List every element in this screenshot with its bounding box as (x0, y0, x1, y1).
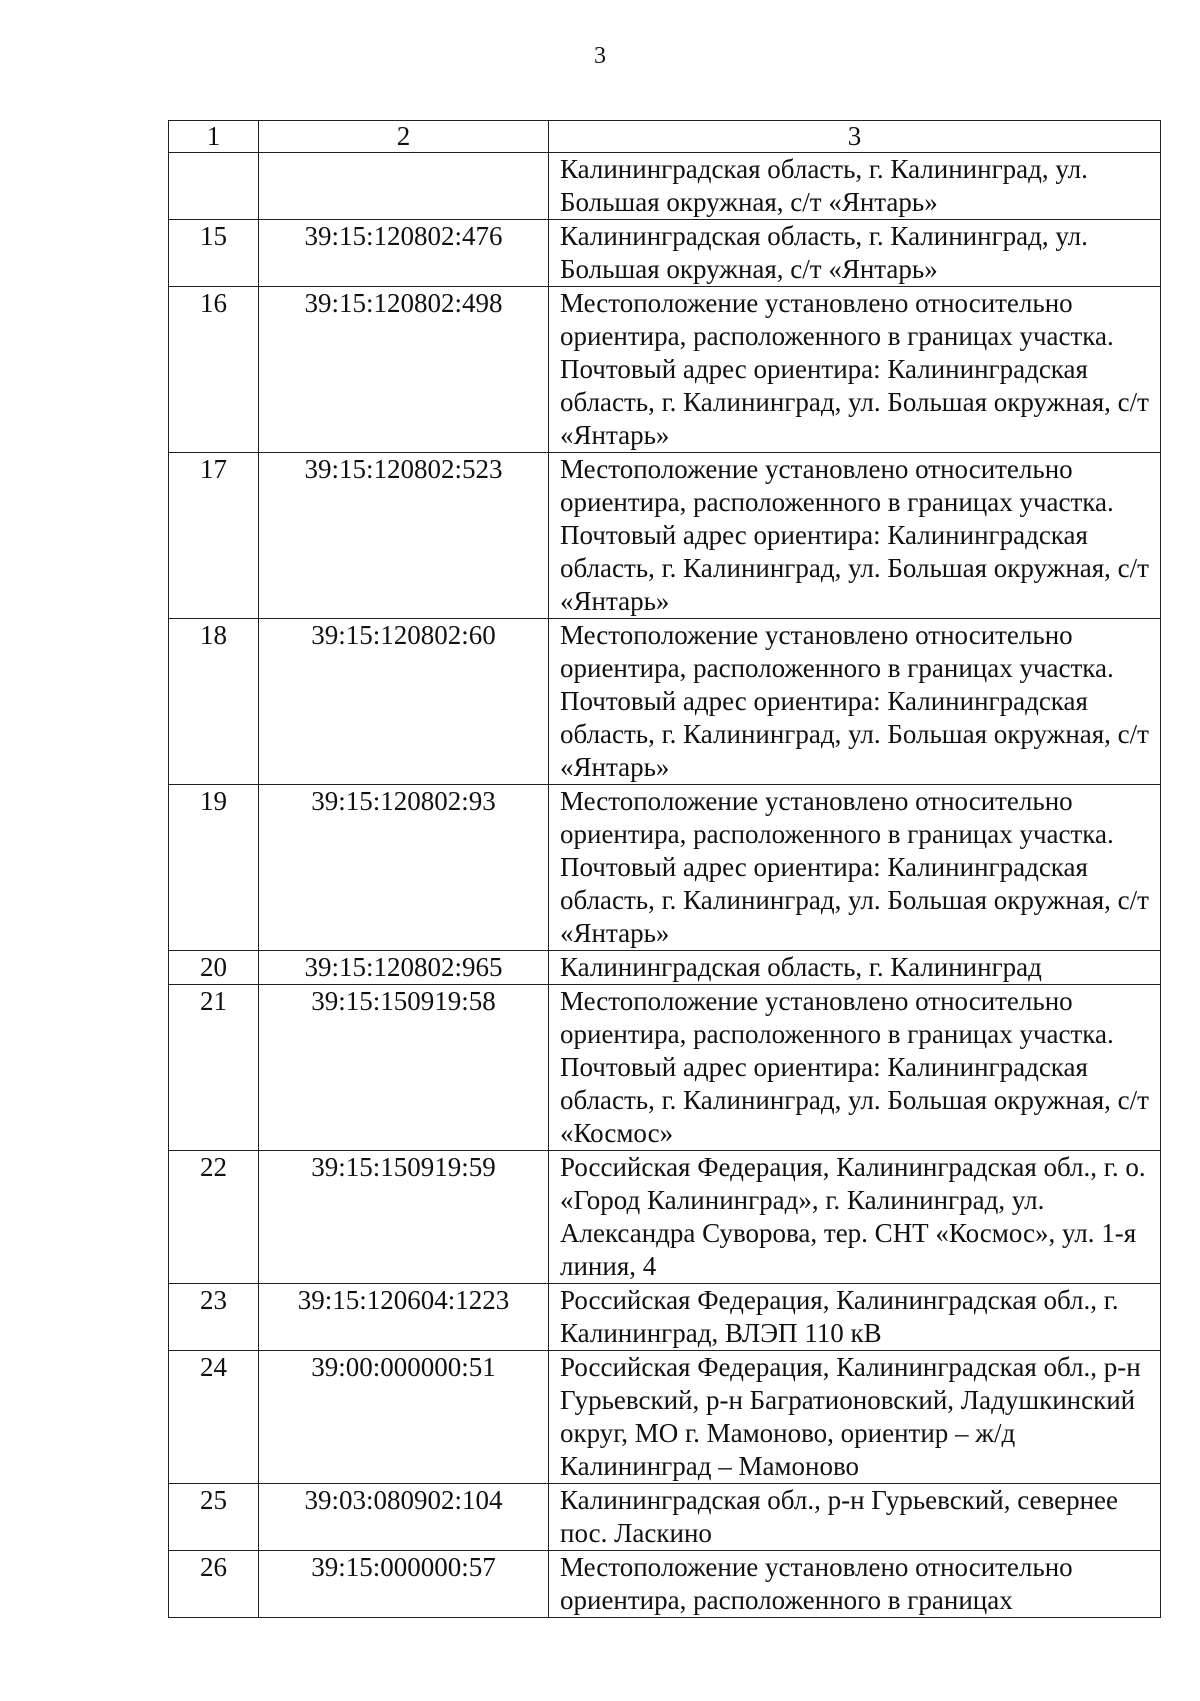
table-row (169, 220, 1161, 287)
table-header-row (169, 121, 1161, 153)
cadastral-number: 39:15:120802:60 (259, 619, 549, 785)
land-plots-table (168, 120, 1161, 1618)
location-address: Местоположение установлено относительно ориентира, расположенного в границах (549, 1551, 1161, 1618)
location-address: Местоположение установлено относительно ориентира, расположенного в границах участка. Почтовый адрес ориентира: Калининградская область, г. Калининград, ул. Большая окружная, с/т «Янтарь» (549, 453, 1161, 619)
row-number: 24 (169, 1351, 259, 1484)
cadastral-number: 39:03:080902:104 (259, 1484, 549, 1551)
cadastral-number: 39:15:120802:93 (259, 785, 549, 951)
row-number: 16 (169, 287, 259, 453)
location-address: Местоположение установлено относительно ориентира, расположенного в границах участка. Почтовый адрес ориентира: Калининградская область, г. Калининград, ул. Большая окружная, с/т «Янтарь» (549, 287, 1161, 453)
table-row (169, 1151, 1161, 1284)
row-number (169, 153, 259, 220)
table-row (169, 1284, 1161, 1351)
page-number: 3 (594, 43, 606, 69)
row-number: 17 (169, 453, 259, 619)
cadastral-number: 39:15:150919:59 (259, 1151, 549, 1284)
location-address: Местоположение установлено относительно ориентира, расположенного в границах участка. Почтовый адрес ориентира: Калининградская область, г. Калининград, ул. Большая окружная, с/т «Янтарь» (549, 619, 1161, 785)
location-address: Калининградская область, г. Калининград, ул. Большая окружная, с/т «Янтарь» (549, 153, 1161, 220)
location-address: Калининградская область, г. Калининград, ул. Большая окружная, с/т «Янтарь» (549, 220, 1161, 287)
location-address: Российская Федерация, Калининградская обл., р-н Гурьевский, р-н Багратионовский, Ладушкинский округ, МО г. Мамоново, ориентир – ж/д Калининград – Мамоново (549, 1351, 1161, 1484)
location-address: Местоположение установлено относительно ориентира, расположенного в границах участка. Почтовый адрес ориентира: Калининградская область, г. Калининград, ул. Большая окружная, с/т «Янтарь» (549, 785, 1161, 951)
row-number: 21 (169, 985, 259, 1151)
table-row (169, 951, 1161, 985)
row-number: 25 (169, 1484, 259, 1551)
cadastral-number: 39:15:150919:58 (259, 985, 549, 1151)
cadastral-number: 39:15:120802:965 (259, 951, 549, 985)
cadastral-number: 39:15:120802:523 (259, 453, 549, 619)
location-address: Калининградская обл., р-н Гурьевский, севернее пос. Ласкино (549, 1484, 1161, 1551)
cadastral-number: 39:15:120802:476 (259, 220, 549, 287)
table-row (169, 785, 1161, 951)
cadastral-number: 39:15:000000:57 (259, 1551, 549, 1618)
table-row (169, 453, 1161, 619)
table-body (169, 121, 1161, 1618)
cadastral-number: 39:15:120604:1223 (259, 1284, 549, 1351)
row-number: 23 (169, 1284, 259, 1351)
table-row (169, 1551, 1161, 1618)
table-row (169, 619, 1161, 785)
row-number: 22 (169, 1151, 259, 1284)
cadastral-number (259, 153, 549, 220)
cadastral-number: 39:00:000000:51 (259, 1351, 549, 1484)
column-header-3: 3 (549, 121, 1161, 153)
column-header-2: 2 (259, 121, 549, 153)
row-number: 19 (169, 785, 259, 951)
table-row (169, 1351, 1161, 1484)
cadastral-number: 39:15:120802:498 (259, 287, 549, 453)
table-row (169, 153, 1161, 220)
location-address: Калининградская область, г. Калининград (549, 951, 1161, 985)
row-number: 15 (169, 220, 259, 287)
table-row (169, 287, 1161, 453)
location-address: Местоположение установлено относительно ориентира, расположенного в границах участка. Почтовый адрес ориентира: Калининградская область, г. Калининград, ул. Большая окружная, с/т «Космос» (549, 985, 1161, 1151)
location-address: Российская Федерация, Калининградская обл., г. Калининград, ВЛЭП 110 кВ (549, 1284, 1161, 1351)
row-number: 20 (169, 951, 259, 985)
table-row (169, 985, 1161, 1151)
column-header-1: 1 (169, 121, 259, 153)
table-row (169, 1484, 1161, 1551)
row-number: 26 (169, 1551, 259, 1618)
row-number: 18 (169, 619, 259, 785)
location-address: Российская Федерация, Калининградская обл., г. о. «Город Калининград», г. Калининград, ул. Александра Суворова, тер. СНТ «Космос», ул. 1-я линия, 4 (549, 1151, 1161, 1284)
